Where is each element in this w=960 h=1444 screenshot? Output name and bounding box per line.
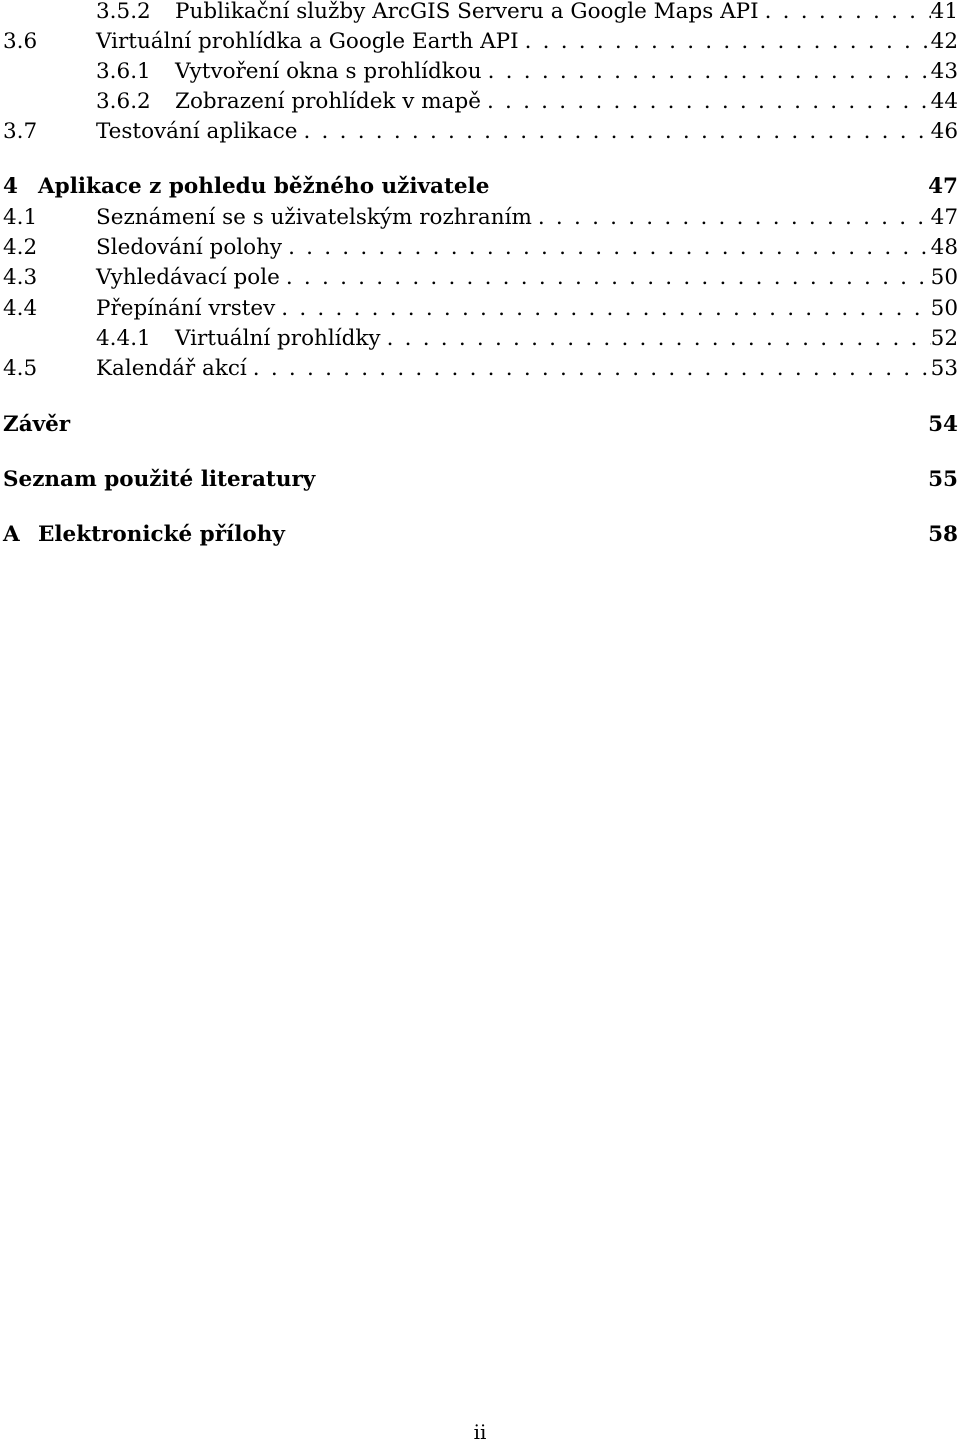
toc-entry-page: 42 (930, 29, 958, 54)
toc-dot-leader (481, 88, 931, 116)
toc-chapter-page: 54 (928, 412, 958, 437)
toc-chapter-title: Závěr (3, 412, 71, 437)
toc-entry (0, 355, 958, 383)
toc-dot-leader (280, 264, 931, 292)
toc-entry-page: 47 (930, 205, 958, 230)
toc-entry-number: 4.4 (3, 296, 38, 321)
toc-entry (0, 295, 958, 323)
toc-entry-title: Seznámení se s uživatelským rozhraním (96, 205, 532, 230)
toc-dot-leader (282, 234, 931, 262)
toc-dot-leader (519, 28, 931, 56)
toc-entry (0, 118, 958, 146)
toc-entry (0, 234, 958, 262)
toc-chapter (0, 521, 958, 549)
toc-entry-number: 3.5.2 (96, 0, 151, 24)
toc-chapter-page: 47 (928, 174, 958, 199)
toc-entry-number: 3.7 (3, 119, 38, 144)
toc-dot-leader (381, 325, 931, 353)
toc-entry-page: 46 (930, 119, 958, 144)
toc-dot-leader (532, 204, 931, 232)
toc-dot-leader (759, 0, 931, 26)
page-number: ii (473, 1420, 487, 1444)
toc-entry-page: 43 (930, 59, 958, 84)
toc-dot-leader (275, 295, 930, 323)
toc-entry (0, 88, 958, 116)
toc-entry-title: Kalendář akcí (96, 356, 247, 381)
toc-entry (0, 325, 958, 353)
toc-entry-number: 4.4.1 (96, 326, 151, 351)
toc-chapter-number: 4 (3, 174, 18, 199)
toc-entry-number: 3.6.1 (96, 59, 151, 84)
toc-entry-page: 50 (930, 296, 958, 321)
toc-dot-leader (297, 118, 930, 146)
toc-entry-title: Zobrazení prohlídek v mapě (175, 89, 481, 114)
toc-entry-page: 53 (930, 356, 958, 381)
toc-entry-number: 4.2 (3, 235, 38, 260)
toc-entry-page: 50 (930, 265, 958, 290)
toc-chapter-page: 55 (928, 467, 958, 492)
toc-chapter (0, 466, 958, 494)
toc-entry (0, 264, 958, 292)
toc-entry (0, 58, 958, 86)
toc-chapter-title: Elektronické přílohy (38, 522, 285, 547)
toc-entry-number: 3.6 (3, 29, 38, 54)
toc-entry-title: Sledování polohy (96, 235, 283, 260)
toc-entry-title: Virtuální prohlídka a Google Earth API (96, 29, 519, 54)
toc-entry-number: 4.1 (3, 205, 38, 230)
toc-chapter (0, 411, 958, 439)
toc-entry-title: Přepínání vrstev (96, 296, 276, 321)
toc-entry-title: Testování aplikace (96, 119, 298, 144)
toc-dot-leader (482, 58, 931, 86)
toc-chapter-title: Seznam použité literatury (3, 467, 316, 492)
toc-entry-page: 52 (930, 326, 958, 351)
toc-entry-title: Vytvoření okna s prohlídkou (175, 59, 482, 84)
toc-chapter-page: 58 (928, 522, 958, 547)
toc-chapter (0, 173, 958, 201)
toc-dot-leader (247, 355, 931, 383)
toc-entry (0, 28, 958, 56)
toc-entry-page: 48 (930, 235, 958, 260)
toc-entry-title: Virtuální prohlídky (175, 326, 381, 351)
toc-entry (0, 0, 958, 26)
toc-chapter-number: A (3, 522, 20, 547)
toc-entry-number: 4.5 (3, 356, 38, 381)
toc-entry (0, 204, 958, 232)
toc-entry-number: 4.3 (3, 265, 38, 290)
toc-chapter-title: Aplikace z pohledu běžného uživatele (38, 174, 490, 199)
toc-entry-title: Publikační služby ArcGIS Serveru a Google Maps API (175, 0, 759, 24)
toc-entry-title: Vyhledávací pole (96, 265, 280, 290)
toc-entry-page: 41 (930, 0, 958, 24)
toc-entry-number: 3.6.2 (96, 89, 151, 114)
toc-entry-page: 44 (930, 89, 958, 114)
